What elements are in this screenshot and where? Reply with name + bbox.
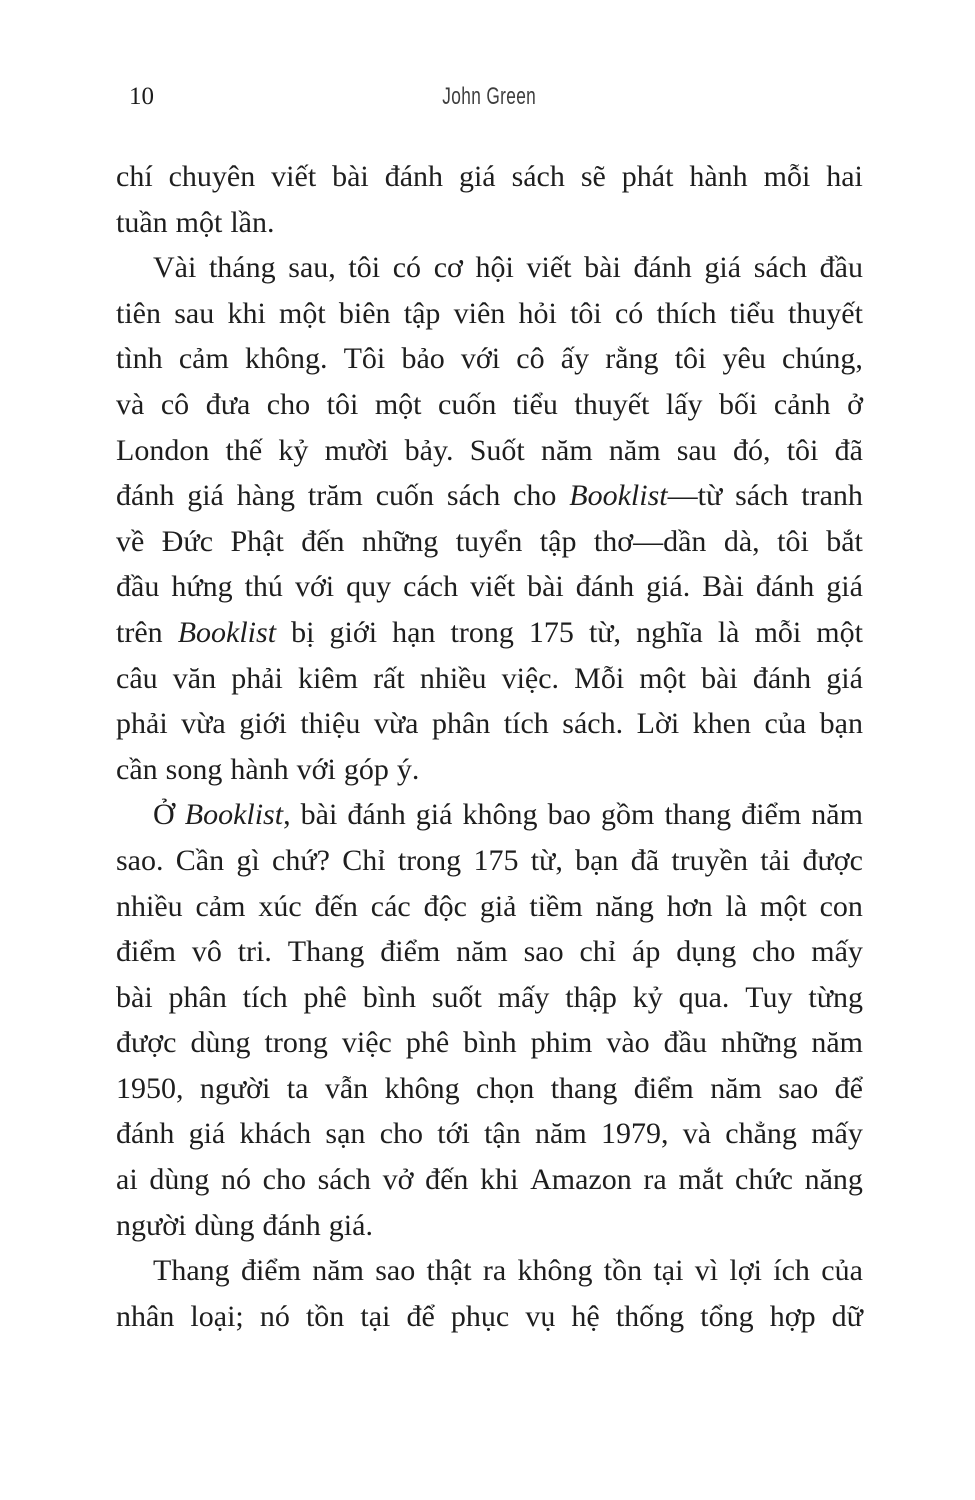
text-line: người dùng đánh giá. (116, 1208, 373, 1242)
text-line: tình cảm không. Tôi bảo với cô ấy rằng tôi yêu chúng, (116, 342, 863, 376)
running-title-text: John Green (442, 83, 537, 110)
text-line: ai dùng nó cho sách vở đến khi Amazon ra mắt chức năng (116, 1163, 863, 1197)
text-line: chí chuyên viết bài đánh giá sách sẽ phát hành mỗi hai (116, 160, 863, 193)
text-line: điểm vô tri. Thang điểm năm sao chỉ áp dụng cho mấy (116, 935, 863, 969)
text-line: được dùng trong việc phê bình phim vào đầu những năm (116, 1026, 863, 1060)
text-line: tuần một lần. (116, 205, 275, 239)
running-title (116, 80, 863, 114)
text-line: Ở Booklist, bài đánh giá không bao gồm thang điểm năm (153, 798, 863, 832)
text-line: và cô đưa cho tôi một cuốn tiểu thuyết lấy bối cảnh ở (116, 387, 863, 421)
text-line: nhân loại; nó tồn tại để phục vụ hệ thống tổng hợp dữ (116, 1299, 863, 1333)
text-line: đánh giá khách sạn cho tới tận năm 1979, và chẳng mấy (116, 1117, 863, 1151)
text-line: câu văn phải kiêm rất nhiều việc. Mỗi một bài đánh giá (116, 661, 863, 695)
text-line: Thang điểm năm sao thật ra không tồn tại vì lợi ích của (153, 1254, 863, 1288)
text-line: trên Booklist bị giới hạn trong 175 từ, nghĩa là mỗi một (116, 615, 863, 649)
text-line: 1950, người ta vẫn không chọn thang điểm năm sao để (116, 1071, 863, 1105)
text-line: đánh giá hàng trăm cuốn sách cho Booklist—từ sách tranh (116, 479, 863, 513)
page-header (116, 80, 863, 114)
text-line: phải vừa giới thiệu vừa phân tích sách. Lời khen của bạn (116, 707, 863, 741)
text-line: bài phân tích phê bình suốt mấy thập kỷ qua. Tuy từng (116, 980, 863, 1014)
text-line: nhiều cảm xúc đến các độc giả tiềm năng hơn là một con (116, 889, 863, 923)
text-line: London thế kỷ mười bảy. Suốt năm năm sau đó, tôi đã (116, 433, 863, 467)
text-line: tiên sau khi một biên tập viên hỏi tôi có thích tiểu thuyết (116, 296, 863, 330)
text-line: đầu hứng thú với quy cách viết bài đánh giá. Bài đánh giá (116, 570, 863, 604)
text-line: về Đức Phật đến những tuyển tập thơ—dần dà, tôi bắt (116, 524, 863, 558)
page-number: 10 (129, 83, 154, 110)
text-block (116, 154, 863, 1339)
text-line: Vài tháng sau, tôi có cơ hội viết bài đánh giá sách đầu (153, 251, 863, 285)
text-line: cần song hành với góp ý. (116, 752, 420, 786)
text-line: sao. Cần gì chứ? Chỉ trong 175 từ, bạn đã truyền tải được (116, 843, 863, 877)
